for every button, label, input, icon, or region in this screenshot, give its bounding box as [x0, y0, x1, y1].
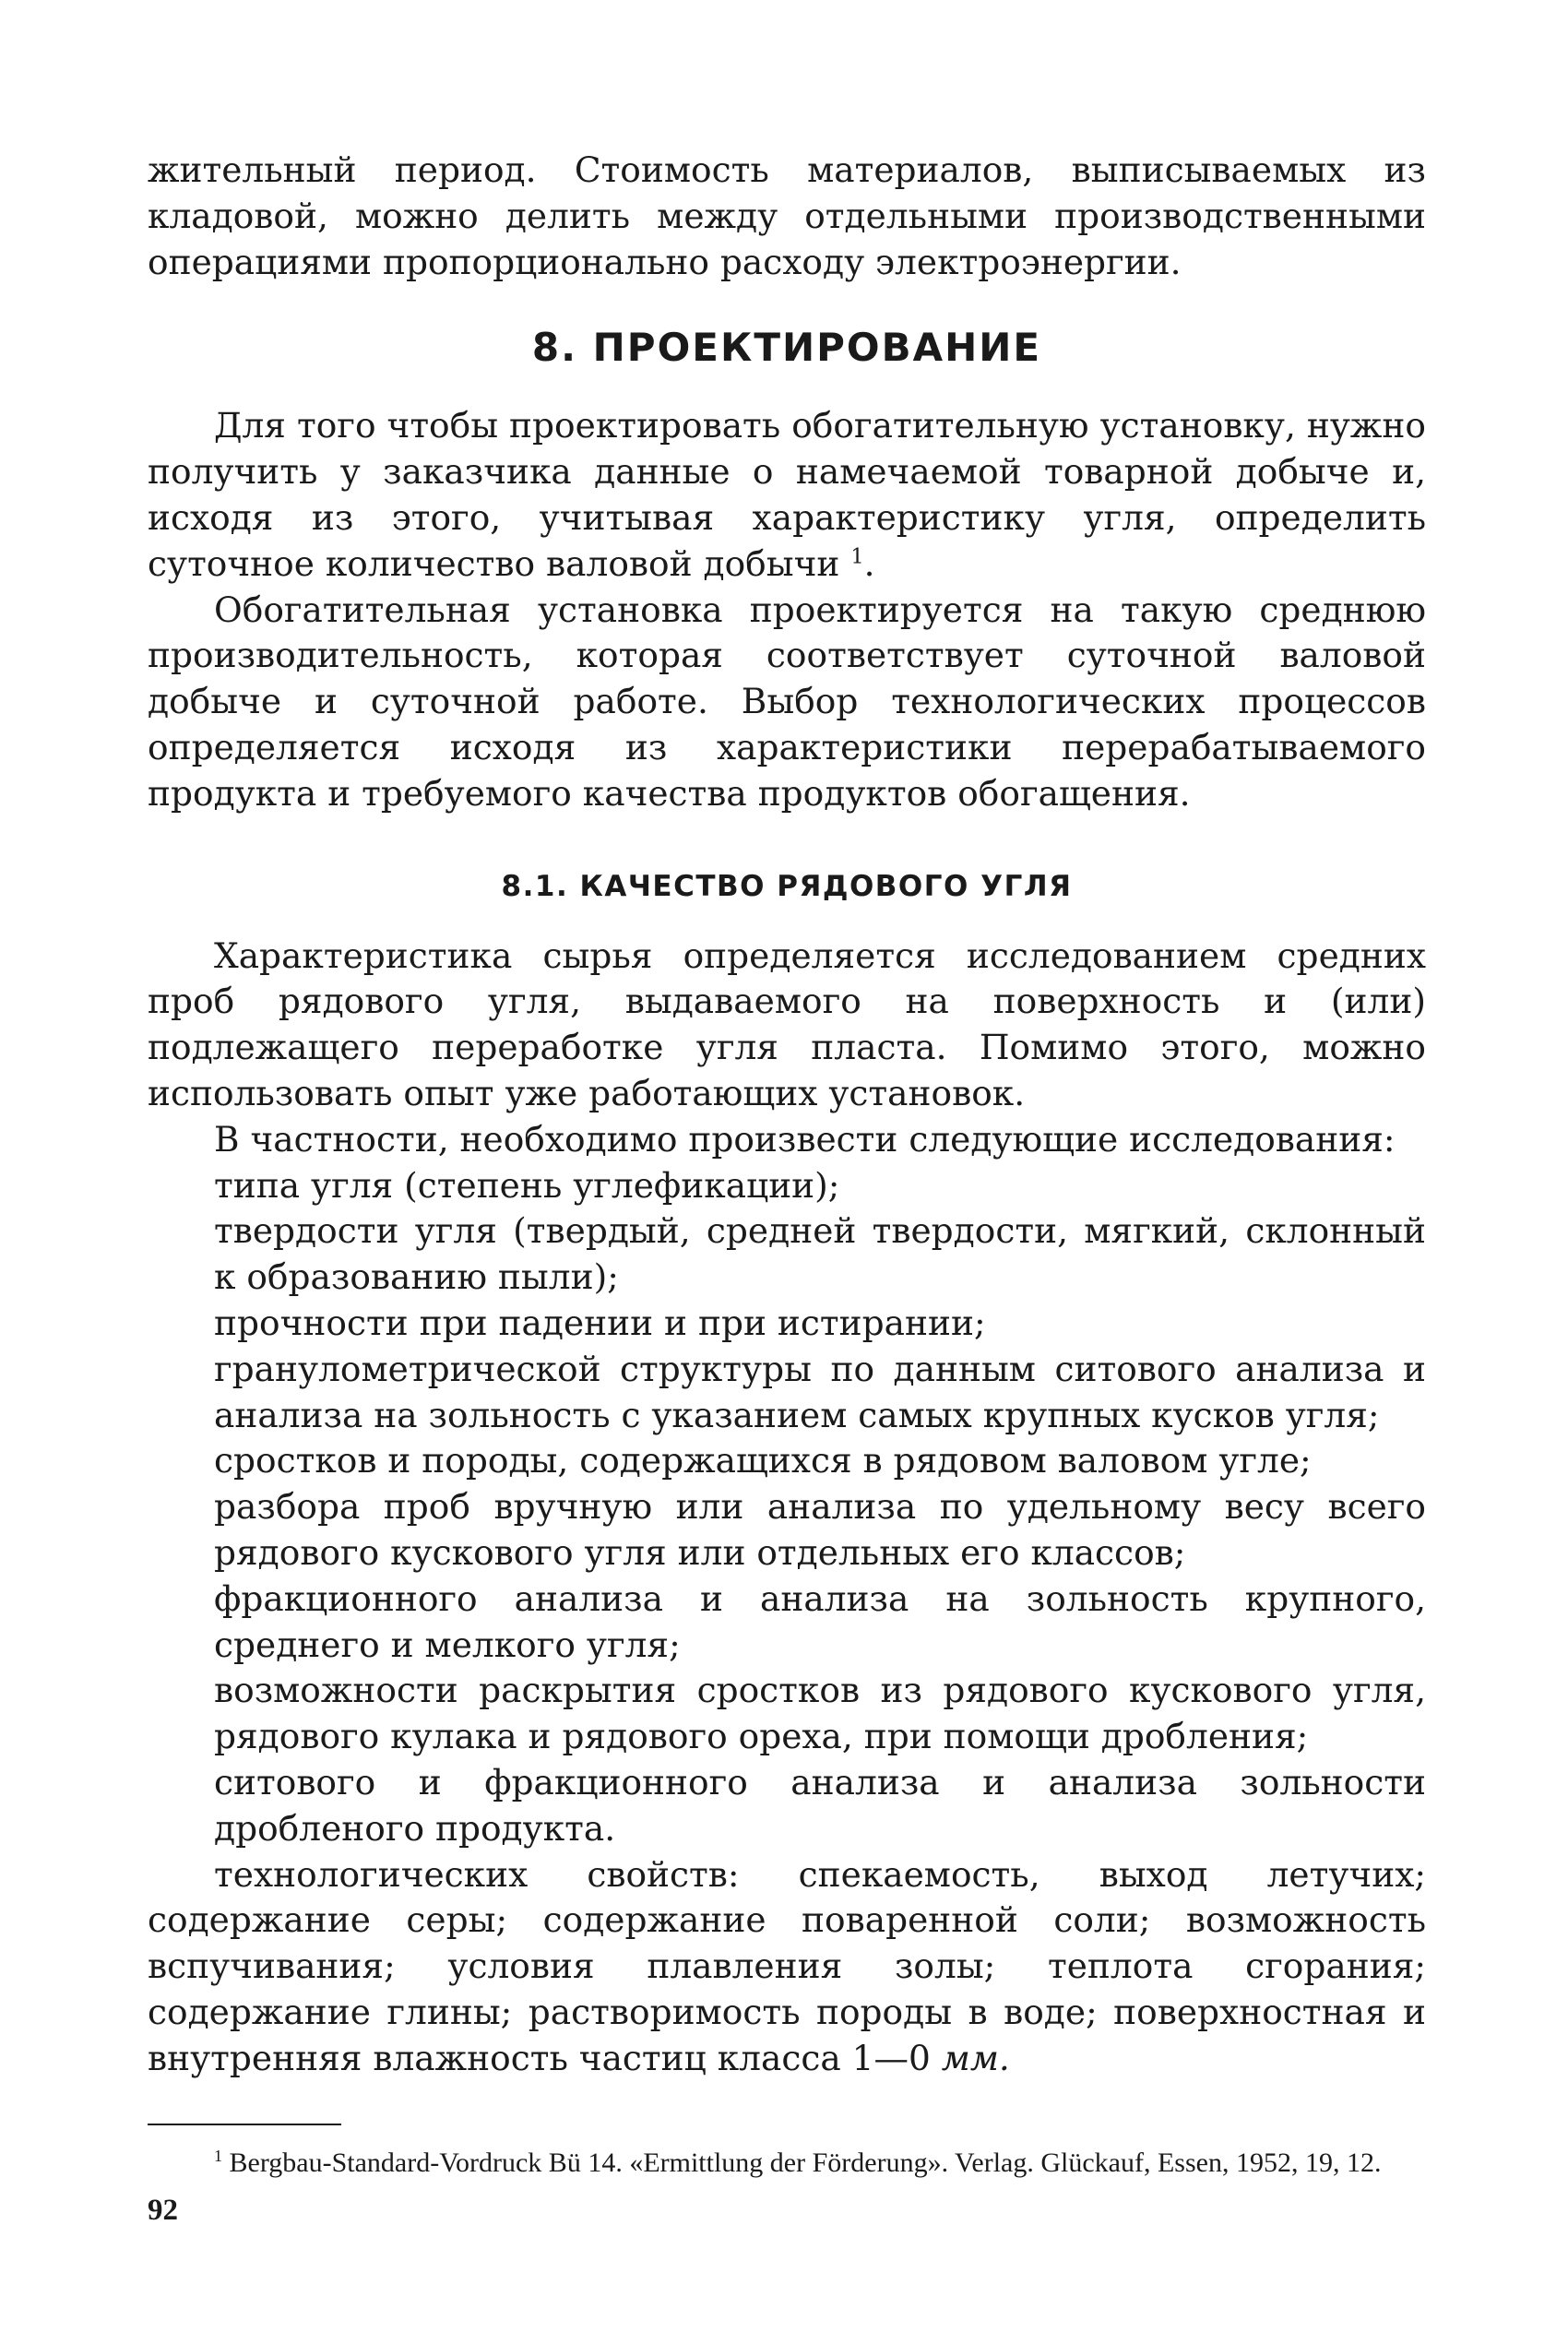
list-item: твердости угля (твердый, средней твердости, мягкий, склонный к образованию пыли);: [214, 1210, 1426, 1298]
section-paragraph-1: [148, 403, 1426, 587]
page-number: 92: [148, 2194, 178, 2228]
list-item: сростков и породы, содержащихся в рядовом валовом угле;: [214, 1440, 1312, 1481]
section-title: 8. ПРОЕКТИРОВАНИЕ: [531, 325, 1042, 371]
list-item: типа угля (степень углефикации);: [214, 1164, 840, 1206]
unit-label: мм.: [941, 2037, 1010, 2078]
research-list: [148, 1163, 1426, 1852]
footnote-text: Bergbau-Standard-Vordruck Bü 14. «Ermittlung der Förderung». Verlag. Glückauf, Essen, 1952, 19, 12.: [229, 2148, 1382, 2179]
list-item: разбора проб вручную или анализа по удельному весу всего рядового кускового угля или отдельных его классов;: [214, 1486, 1426, 1573]
section-paragraph-2: Обогатительная установка проектируется на такую среднюю производительность, которая соответствует суточной валовой добыче и суточной работе. Выбор технологических процессов определяется исходя из характеристики перерабатываемого продукта и требуемого качества продуктов обогащения.: [148, 589, 1426, 814]
subsection-paragraph-1: Характеристика сырья определяется исследованием средних проб рядового угля, выдаваемого на поверхность и (или) подлежащего переработке угля пласта. Помимо этого, можно использовать опыт уже работающих установок.: [148, 934, 1426, 1113]
book-page: [148, 148, 1426, 2228]
subsection-paragraph-2: В частности, необходимо произвести следующие исследования:: [214, 1118, 1396, 1160]
subsection-paragraph-3-text: технологических свойств: спекаемость, выход летучих; содержание серы; содержание поваренной соли; возможность вспучивания; условия плавления золы; теплота сгорания; содержание глины; растворимость породы в воде; поверхностная и внутренняя влажность частиц класса 1—0: [148, 1853, 1426, 2078]
footnote-divider: [148, 2124, 341, 2125]
list-item: возможности раскрытия сростков из рядового кускового угля, рядового кулака и рядового ореха, при помощи дробления;: [214, 1670, 1426, 1757]
subsection-title: 8.1. КАЧЕСТВО РЯДОВОГО УГЛЯ: [501, 869, 1073, 903]
footnote-reference: 1: [850, 544, 864, 569]
footnote-marker: 1: [214, 2147, 222, 2166]
list-item: прочности при падении и при истирании;: [214, 1302, 986, 1343]
section-paragraph-1-text: Для того чтобы проектировать обогатительную установку, нужно получить у заказчика данные о намечаемой товарной добыче и, исходя из этого, учитывая характеристику угля, определить суточное количество валовой добычи: [148, 405, 1426, 584]
intro-paragraph: жительный период. Стоимость материалов, выписываемых из кладовой, можно делить между отдельными производственными операциями пропорционально расходу электроэнергии.: [148, 149, 1426, 282]
list-item: ситового и фракционного анализа и анализа зольности дробленого продукта.: [214, 1761, 1426, 1849]
list-item: гранулометрической структуры по данным ситового анализа и анализа на зольность с указанием самых крупных кусков угля;: [214, 1348, 1426, 1435]
footnote: [148, 2146, 1426, 2181]
list-item: фракционного анализа и анализа на зольность крупного, среднего и мелкого угля;: [214, 1577, 1426, 1665]
section-paragraph-1-end: .: [863, 542, 875, 584]
subsection-paragraph-3: [148, 1852, 1426, 2082]
